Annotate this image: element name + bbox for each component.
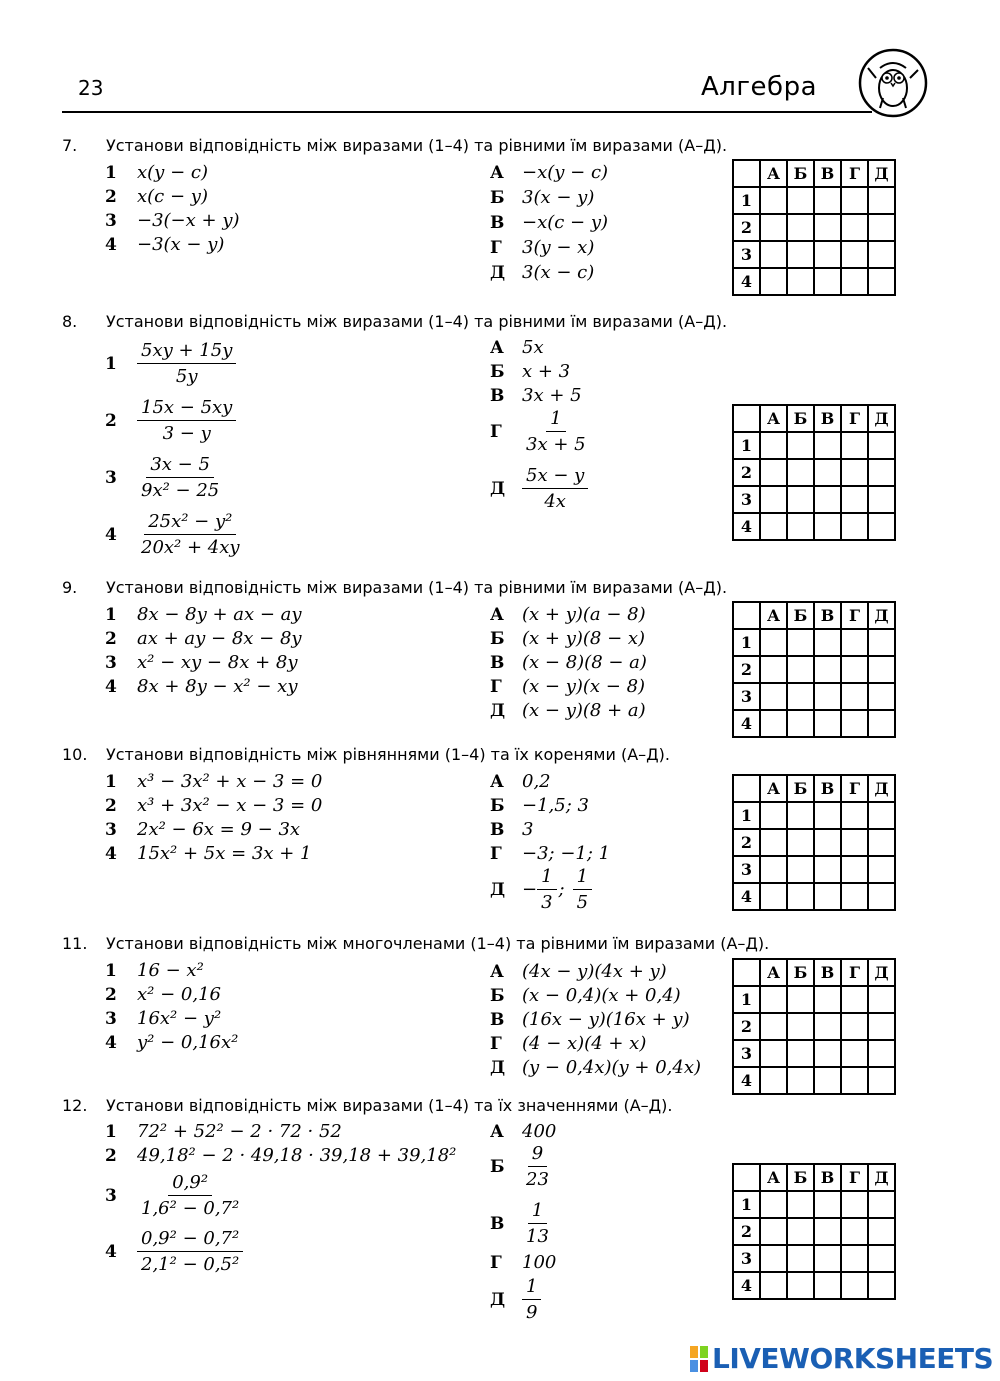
grid-column-header: Г xyxy=(841,1164,868,1191)
answer-cell[interactable] xyxy=(868,432,895,459)
answer-cell[interactable] xyxy=(841,459,868,486)
list-item: Д 3(x − c) xyxy=(490,262,595,283)
answer-cell[interactable] xyxy=(868,656,895,683)
answer-grid-q8 xyxy=(732,404,896,541)
answer-cell[interactable] xyxy=(787,1013,814,1040)
answer-cell[interactable] xyxy=(787,459,814,486)
answer-cell[interactable] xyxy=(760,513,787,540)
answer-cell[interactable] xyxy=(868,883,895,910)
list-item: 1 $\frac{5xy + 15y}{5y}$ xyxy=(105,340,236,387)
answer-cell[interactable] xyxy=(868,187,895,214)
answer-cell[interactable] xyxy=(868,1245,895,1272)
answer-cell[interactable] xyxy=(868,856,895,883)
answer-cell[interactable] xyxy=(868,214,895,241)
answer-cell[interactable] xyxy=(868,683,895,710)
grid-column-header: В xyxy=(814,405,841,432)
answer-cell[interactable] xyxy=(841,1272,868,1299)
grid-row-header: 3 xyxy=(733,683,760,710)
answer-cell[interactable] xyxy=(841,829,868,856)
answer-cell[interactable] xyxy=(814,1067,841,1094)
grid-row-header: 2 xyxy=(733,1218,760,1245)
grid-row-header: 4 xyxy=(733,513,760,540)
list-item: Г (4 − x)(4 + x) xyxy=(490,1033,647,1054)
answer-cell[interactable] xyxy=(841,629,868,656)
answer-cell[interactable] xyxy=(760,1245,787,1272)
grid-column-header: А xyxy=(760,405,787,432)
answer-cell[interactable] xyxy=(814,268,841,295)
answer-cell[interactable] xyxy=(814,1245,841,1272)
answer-cell[interactable] xyxy=(814,513,841,540)
list-item: 3 $\frac{\text{0,9²}}{\text{1,6² − 0,7²}}$ xyxy=(105,1172,240,1219)
answer-cell[interactable] xyxy=(868,241,895,268)
answer-cell[interactable] xyxy=(814,1272,841,1299)
list-item: 3 −3(−x + y) xyxy=(105,210,240,231)
answer-cell[interactable] xyxy=(814,1040,841,1067)
grid-row-header: 2 xyxy=(733,214,760,241)
grid-column-header: А xyxy=(760,602,787,629)
answer-cell[interactable] xyxy=(787,629,814,656)
grid-column-header: Г xyxy=(841,602,868,629)
grid-column-header: Б xyxy=(787,602,814,629)
question-7-prompt: 7. Установи відповідність між виразами (1–4) та рівними їм виразами (А–Д). xyxy=(62,136,728,155)
answer-cell[interactable] xyxy=(787,268,814,295)
grid-column-header: Г xyxy=(841,959,868,986)
answer-cell[interactable] xyxy=(841,513,868,540)
answer-cell[interactable] xyxy=(814,883,841,910)
answer-cell[interactable] xyxy=(787,1067,814,1094)
grid-column-header: Д xyxy=(868,602,895,629)
grid-row-header: 3 xyxy=(733,1040,760,1067)
grid-row-header: 1 xyxy=(733,1191,760,1218)
answer-cell[interactable] xyxy=(868,710,895,737)
list-item: А −x(y − c) xyxy=(490,162,609,183)
answer-cell[interactable] xyxy=(868,1013,895,1040)
answer-cell[interactable] xyxy=(868,1218,895,1245)
list-item: Д (y − 0,4x)(y + 0,4x) xyxy=(490,1057,702,1078)
answer-cell[interactable] xyxy=(868,268,895,295)
list-item: 4 −3(x − y) xyxy=(105,234,225,255)
grid-column-header: Б xyxy=(787,405,814,432)
list-item: 2 49,18² − 2 · 49,18 · 39,18 + 39,18² xyxy=(105,1145,457,1166)
list-item: 1 16 − x² xyxy=(105,960,204,981)
grid-column-header: Д xyxy=(868,959,895,986)
answer-cell[interactable] xyxy=(760,432,787,459)
answer-cell[interactable] xyxy=(787,883,814,910)
list-item: Д $\frac{5x - y}{4x}$ xyxy=(490,465,588,512)
grid-row-header: 3 xyxy=(733,1245,760,1272)
grid-column-header: В xyxy=(814,160,841,187)
answer-cell[interactable] xyxy=(760,883,787,910)
answer-cell[interactable] xyxy=(787,513,814,540)
list-item: 3 2x² − 6x = 9 − 3x xyxy=(105,819,301,840)
answer-cell[interactable] xyxy=(814,683,841,710)
answer-cell[interactable] xyxy=(868,802,895,829)
answer-cell[interactable] xyxy=(841,187,868,214)
answer-cell[interactable] xyxy=(868,1067,895,1094)
answer-cell[interactable] xyxy=(868,486,895,513)
answer-cell[interactable] xyxy=(868,629,895,656)
list-item: Б −1,5; 3 xyxy=(490,795,589,816)
answer-cell[interactable] xyxy=(787,187,814,214)
grid-column-header: Д xyxy=(868,1164,895,1191)
question-9-prompt: 9. Установи відповідність між виразами (1–4) та рівними їм виразами (А–Д). xyxy=(62,578,728,597)
grid-column-header: А xyxy=(760,959,787,986)
list-item: В $\frac{1}{13}$ xyxy=(490,1200,549,1247)
grid-row-header: 4 xyxy=(733,883,760,910)
list-item: Д (x − y)(8 + a) xyxy=(490,700,646,721)
answer-cell[interactable] xyxy=(787,214,814,241)
answer-cell[interactable] xyxy=(868,513,895,540)
list-item: Г 3(y − x) xyxy=(490,237,595,258)
list-item: А 400 xyxy=(490,1121,557,1142)
answer-grid-q12 xyxy=(732,1163,896,1300)
grid-corner xyxy=(733,1164,760,1191)
list-item: В (x − 8)(8 − a) xyxy=(490,652,647,673)
grid-column-header: А xyxy=(760,775,787,802)
answer-cell[interactable] xyxy=(868,1272,895,1299)
answer-cell[interactable] xyxy=(841,883,868,910)
list-item: 4 8x + 8y − x² − xy xyxy=(105,676,298,697)
answer-cell[interactable] xyxy=(868,459,895,486)
list-item: Б (x + y)(8 − x) xyxy=(490,628,646,649)
grid-corner xyxy=(733,775,760,802)
list-item: А (x + y)(a − 8) xyxy=(490,604,646,625)
answer-cell[interactable] xyxy=(868,1191,895,1218)
list-item: 2 ax + ay − 8x − 8y xyxy=(105,628,302,649)
grid-row-header: 4 xyxy=(733,268,760,295)
answer-cell[interactable] xyxy=(814,459,841,486)
answer-cell[interactable] xyxy=(760,486,787,513)
answer-cell[interactable] xyxy=(760,1272,787,1299)
grid-row-header: 2 xyxy=(733,459,760,486)
grid-column-header: А xyxy=(760,160,787,187)
answer-cell[interactable] xyxy=(760,656,787,683)
grid-column-header: В xyxy=(814,602,841,629)
answer-cell[interactable] xyxy=(787,683,814,710)
grid-corner xyxy=(733,405,760,432)
answer-cell[interactable] xyxy=(814,656,841,683)
answer-cell[interactable] xyxy=(841,1191,868,1218)
answer-cell[interactable] xyxy=(814,241,841,268)
answer-cell[interactable] xyxy=(841,986,868,1013)
answer-cell[interactable] xyxy=(841,1013,868,1040)
answer-cell[interactable] xyxy=(760,1067,787,1094)
question-12-prompt: 12. Установи відповідність між виразами (1–4) та їх значеннями (А–Д). xyxy=(62,1096,673,1115)
answer-cell[interactable] xyxy=(787,802,814,829)
list-item: А 5x xyxy=(490,337,544,358)
grid-row-header: 4 xyxy=(733,710,760,737)
answer-cell[interactable] xyxy=(760,459,787,486)
answer-cell[interactable] xyxy=(868,986,895,1013)
answer-cell[interactable] xyxy=(760,1218,787,1245)
list-item: Б $\frac{9}{23}$ xyxy=(490,1143,549,1190)
answer-cell[interactable] xyxy=(841,214,868,241)
grid-column-header: В xyxy=(814,1164,841,1191)
list-item: 4 $\frac{\text{0,9² − 0,7²}}{\text{2,1² − 0,5²}}$ xyxy=(105,1228,243,1275)
answer-cell[interactable] xyxy=(760,1040,787,1067)
answer-cell[interactable] xyxy=(814,1218,841,1245)
grid-column-header: Б xyxy=(787,1164,814,1191)
answer-cell[interactable] xyxy=(814,710,841,737)
answer-cell[interactable] xyxy=(868,829,895,856)
page-title: Алгебра xyxy=(700,72,817,102)
list-item: 4 y² − 0,16x² xyxy=(105,1032,239,1053)
answer-cell[interactable] xyxy=(814,486,841,513)
answer-grid-q11 xyxy=(732,958,896,1095)
answer-cell[interactable] xyxy=(787,856,814,883)
answer-grid-q7 xyxy=(732,159,896,296)
list-item: Д $\frac{1}{9}$ xyxy=(490,1276,541,1323)
answer-cell[interactable] xyxy=(814,432,841,459)
answer-cell[interactable] xyxy=(760,187,787,214)
list-item: 3 16x² − y² xyxy=(105,1008,222,1029)
list-item: Г −3; −1; 1 xyxy=(490,843,611,864)
answer-cell[interactable] xyxy=(841,1218,868,1245)
answer-cell[interactable] xyxy=(814,1191,841,1218)
grid-column-header: Б xyxy=(787,959,814,986)
grid-row-header: 4 xyxy=(733,1272,760,1299)
answer-cell[interactable] xyxy=(760,829,787,856)
answer-cell[interactable] xyxy=(814,802,841,829)
answer-cell[interactable] xyxy=(841,656,868,683)
list-item: Б x + 3 xyxy=(490,361,571,382)
grid-column-header: Б xyxy=(787,160,814,187)
grid-column-header: В xyxy=(814,959,841,986)
grid-row-header: 1 xyxy=(733,986,760,1013)
grid-row-header: 2 xyxy=(733,829,760,856)
list-item: А 0,2 xyxy=(490,771,551,792)
list-item: В 3 xyxy=(490,819,534,840)
answer-cell[interactable] xyxy=(760,1013,787,1040)
list-item: Г (x − y)(x − 8) xyxy=(490,676,646,697)
list-item: Д − $\frac{1}{3}$ ; $\frac{1}{5}$ xyxy=(490,866,592,913)
list-item: 1 x³ − 3x² + x − 3 = 0 xyxy=(105,771,323,792)
list-item: В (16x − y)(16x + y) xyxy=(490,1009,690,1030)
answer-cell[interactable] xyxy=(841,241,868,268)
answer-cell[interactable] xyxy=(787,432,814,459)
answer-cell[interactable] xyxy=(841,1067,868,1094)
list-item: 2 $\frac{15x - 5xy}{3 - y}$ xyxy=(105,397,236,444)
question-8-prompt: 8. Установи відповідність між виразами (1–4) та рівними їм виразами (А–Д). xyxy=(62,312,728,331)
answer-cell[interactable] xyxy=(841,268,868,295)
grid-row-header: 2 xyxy=(733,1013,760,1040)
grid-column-header: Д xyxy=(868,160,895,187)
answer-cell[interactable] xyxy=(760,629,787,656)
list-item: Г $\frac{1}{3x + 5}$ xyxy=(490,408,586,455)
grid-row-header: 1 xyxy=(733,629,760,656)
answer-cell[interactable] xyxy=(760,1191,787,1218)
answer-cell[interactable] xyxy=(760,214,787,241)
list-item: Б (x − 0,4)(x + 0,4) xyxy=(490,985,681,1006)
grid-column-header: Г xyxy=(841,775,868,802)
answer-cell[interactable] xyxy=(760,710,787,737)
list-item: 4 15x² + 5x = 3x + 1 xyxy=(105,843,312,864)
answer-cell[interactable] xyxy=(814,986,841,1013)
list-item: 2 x(c − y) xyxy=(105,186,208,207)
answer-cell[interactable] xyxy=(841,856,868,883)
grid-corner xyxy=(733,160,760,187)
list-item: А (4x − y)(4x + y) xyxy=(490,961,667,982)
grid-row-header: 3 xyxy=(733,486,760,513)
answer-cell[interactable] xyxy=(787,829,814,856)
question-11-prompt: 11. Установи відповідність між многочленами (1–4) та рівними їм виразами (А–Д). xyxy=(62,934,770,953)
answer-cell[interactable] xyxy=(787,986,814,1013)
list-item: 1 x(y − c) xyxy=(105,162,208,183)
answer-cell[interactable] xyxy=(760,802,787,829)
answer-grid-q10 xyxy=(732,774,896,911)
list-item: В 3x + 5 xyxy=(490,385,582,406)
grid-corner xyxy=(733,602,760,629)
answer-cell[interactable] xyxy=(841,432,868,459)
answer-cell[interactable] xyxy=(814,629,841,656)
grid-column-header: Г xyxy=(841,405,868,432)
answer-cell[interactable] xyxy=(868,1040,895,1067)
answer-cell[interactable] xyxy=(760,268,787,295)
answer-cell[interactable] xyxy=(787,656,814,683)
logo-mark-icon xyxy=(690,1346,708,1372)
answer-cell[interactable] xyxy=(814,214,841,241)
answer-cell[interactable] xyxy=(787,486,814,513)
grid-corner xyxy=(733,959,760,986)
answer-cell[interactable] xyxy=(760,241,787,268)
answer-cell[interactable] xyxy=(787,1272,814,1299)
list-item: 4 $\frac{\text{25x² − y²}}{\text{20x² + 4xy}}$ xyxy=(105,511,240,558)
grid-column-header: А xyxy=(760,1164,787,1191)
list-item: 1 8x − 8y + ax − ay xyxy=(105,604,302,625)
grid-column-header: В xyxy=(814,775,841,802)
answer-cell[interactable] xyxy=(841,802,868,829)
answer-cell[interactable] xyxy=(760,856,787,883)
list-item: 1 72² + 52² − 2 · 72 · 52 xyxy=(105,1121,342,1142)
answer-cell[interactable] xyxy=(760,683,787,710)
list-item: В −x(c − y) xyxy=(490,212,609,233)
header-rule xyxy=(62,111,872,113)
grid-row-header: 1 xyxy=(733,187,760,214)
list-item: Г 100 xyxy=(490,1252,557,1273)
answer-grid-q9 xyxy=(732,601,896,738)
answer-cell[interactable] xyxy=(787,241,814,268)
answer-cell[interactable] xyxy=(814,829,841,856)
answer-cell[interactable] xyxy=(814,856,841,883)
list-item: 3 x² − xy − 8x + 8y xyxy=(105,652,298,673)
page-number: 23 xyxy=(78,76,104,100)
grid-column-header: Д xyxy=(868,405,895,432)
answer-cell[interactable] xyxy=(787,710,814,737)
grid-column-header: Д xyxy=(868,775,895,802)
answer-cell[interactable] xyxy=(787,1040,814,1067)
answer-cell[interactable] xyxy=(841,710,868,737)
answer-cell[interactable] xyxy=(841,1245,868,1272)
list-item: Б 3(x − y) xyxy=(490,187,595,208)
answer-cell[interactable] xyxy=(841,683,868,710)
answer-cell[interactable] xyxy=(814,187,841,214)
answer-cell[interactable] xyxy=(841,1040,868,1067)
grid-row-header: 3 xyxy=(733,241,760,268)
grid-row-header: 1 xyxy=(733,802,760,829)
grid-row-header: 1 xyxy=(733,432,760,459)
answer-cell[interactable] xyxy=(787,1218,814,1245)
liveworksheets-logo: LIVEWORKSHEETS xyxy=(690,1342,993,1375)
grid-row-header: 4 xyxy=(733,1067,760,1094)
answer-cell[interactable] xyxy=(841,486,868,513)
grid-column-header: Г xyxy=(841,160,868,187)
grid-row-header: 2 xyxy=(733,656,760,683)
owl-mascot-icon xyxy=(858,48,928,118)
list-item: 2 x² − 0,16 xyxy=(105,984,221,1005)
list-item: 2 x³ + 3x² − x − 3 = 0 xyxy=(105,795,323,816)
answer-cell[interactable] xyxy=(760,986,787,1013)
list-item: 3 $\frac{3x - 5}{\text{9x² − 25}}$ xyxy=(105,454,220,501)
grid-row-header: 3 xyxy=(733,856,760,883)
grid-column-header: Б xyxy=(787,775,814,802)
answer-cell[interactable] xyxy=(787,1191,814,1218)
question-10-prompt: 10. Установи відповідність між рівняннями (1–4) та їх коренями (А–Д). xyxy=(62,745,670,764)
answer-cell[interactable] xyxy=(787,1245,814,1272)
answer-cell[interactable] xyxy=(814,1013,841,1040)
